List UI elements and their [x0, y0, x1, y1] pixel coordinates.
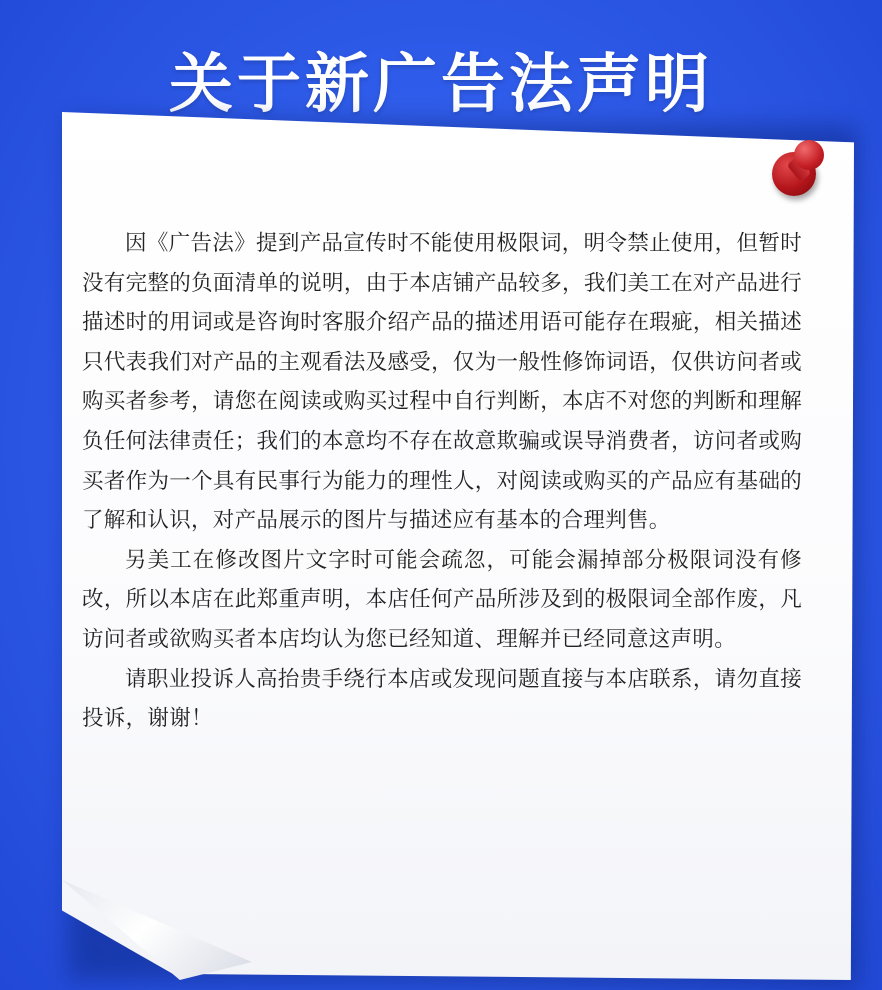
push-pin-icon: [770, 140, 832, 206]
push-pin-head: [794, 140, 824, 170]
statement-paragraph-2: 另美工在修改图片文字时可能会疏忽，可能会漏掉部分极限词没有修改，所以本店在此郑重声明，本店任何产品所涉及到的极限词全部作废，凡访问者或欲购买者本店均认为您已经知道、理解并已经同意这声明。: [82, 547, 802, 652]
statement-paragraph-1: 因《广告法》提到产品宣传时不能使用极限词，明令禁止使用，但暂时没有完整的负面清单的说明，由于本店铺产品较多，我们美工在对产品进行描述时的用词或是咨询时客服介绍产品的描述用语可能存在瑕疵，相关描述只代表我们对产品的主观看法及感受，仅为一般性修饰词语，仅供访问者或购买者参考，请您在阅读或购买过程中自行判断，本店不对您的判断和理解负任何法律责任；我们的本意均不存在故意欺骗或误导消费者，访问者或购买者作为一个具有民事行为能力的理性人，对阅读或购买的产品应有基础的了解和认识，对产品展示的图片与描述应有基本的合理判售。: [82, 231, 802, 534]
statement-body: [82, 224, 802, 739]
page-title: 关于新广告法声明: [169, 47, 713, 122]
statement-paragraph-3: 请职业投诉人高抬贵手绕行本店或发现问题直接与本店联系，请勿直接投诉，谢谢！: [82, 666, 802, 732]
